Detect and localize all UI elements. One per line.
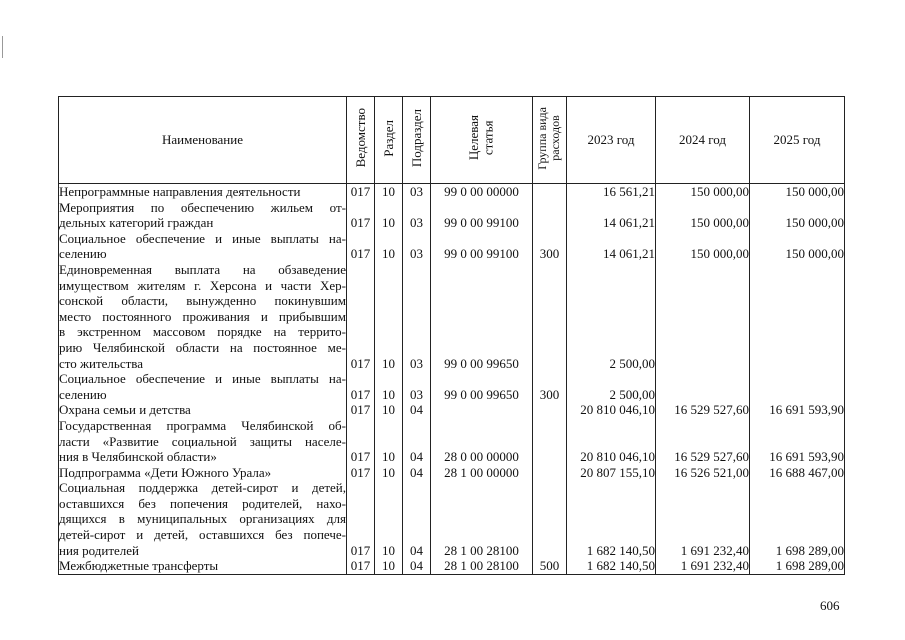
row-name-line: ласти «Развитие социальной защиты населе- xyxy=(59,433,346,449)
row-name-line: селению xyxy=(59,246,347,262)
row-name-line: Охрана семьи и детства xyxy=(59,402,347,418)
cell-y2024: 16 529 527,60 xyxy=(656,402,750,418)
cell-dept: 017 xyxy=(347,465,375,481)
cell-y2024: 16 529 527,60 xyxy=(656,418,750,465)
table-row xyxy=(59,231,845,247)
cell-y2023: 2 500,00 xyxy=(567,371,656,402)
cell-target: 28 1 00 28100 xyxy=(431,480,533,558)
cell-group xyxy=(533,200,567,231)
cell-sub: 03 xyxy=(403,184,431,200)
row-name-line: Социальное обеспечение и иные выплаты на- xyxy=(59,371,346,387)
cell-dept: 017 xyxy=(347,184,375,200)
cell-target: 99 0 00 99650 xyxy=(431,262,533,371)
table-row xyxy=(59,200,845,216)
row-name-line: место постоянного проживания и прибывшим xyxy=(59,308,346,324)
table-row xyxy=(59,402,845,418)
cell-group xyxy=(533,480,567,558)
cell-sub: 03 xyxy=(403,231,431,262)
table-body xyxy=(59,184,845,575)
cell-y2024 xyxy=(656,262,750,371)
cell-target xyxy=(431,402,533,418)
row-name-line: Подпрограмма «Дети Южного Урала» xyxy=(59,465,347,481)
header-subsection: Подраздел xyxy=(403,97,431,184)
table-row xyxy=(59,558,845,574)
cell-sub: 04 xyxy=(403,402,431,418)
cell-section: 10 xyxy=(375,480,403,558)
cell-section: 10 xyxy=(375,402,403,418)
cell-target: 28 1 00 28100 xyxy=(431,558,533,574)
cell-dept: 017 xyxy=(347,558,375,574)
cell-y2025 xyxy=(750,262,845,371)
cell-target: 28 0 00 00000 xyxy=(431,418,533,465)
cell-y2025: 16 688 467,00 xyxy=(750,465,845,481)
table-row xyxy=(59,262,845,278)
cell-y2023: 16 561,21 xyxy=(567,184,656,200)
budget-table xyxy=(58,96,845,575)
cell-section: 10 xyxy=(375,200,403,231)
row-name-line: селению xyxy=(59,387,347,403)
cell-target: 99 0 00 00000 xyxy=(431,184,533,200)
table-row xyxy=(59,184,845,200)
cell-y2024: 16 526 521,00 xyxy=(656,465,750,481)
cell-section: 10 xyxy=(375,558,403,574)
cell-y2025: 16 691 593,90 xyxy=(750,402,845,418)
cell-y2025: 150 000,00 xyxy=(750,231,845,262)
header-2024: 2024 год xyxy=(656,97,750,184)
cell-y2025: 1 698 289,00 xyxy=(750,480,845,558)
cell-y2023: 1 682 140,50 xyxy=(567,480,656,558)
cell-y2023: 20 807 155,10 xyxy=(567,465,656,481)
cell-section: 10 xyxy=(375,465,403,481)
cell-y2023: 14 061,21 xyxy=(567,200,656,231)
header-2025: 2025 год xyxy=(750,97,845,184)
cell-y2024: 150 000,00 xyxy=(656,184,750,200)
cell-y2025: 150 000,00 xyxy=(750,200,845,231)
cell-section: 10 xyxy=(375,184,403,200)
cell-target: 99 0 00 99650 xyxy=(431,371,533,402)
cell-y2024: 150 000,00 xyxy=(656,231,750,262)
cell-group xyxy=(533,262,567,371)
cell-dept: 017 xyxy=(347,371,375,402)
cell-dept: 017 xyxy=(347,262,375,371)
cell-sub: 03 xyxy=(403,262,431,371)
table-header-row xyxy=(59,97,845,184)
cell-group xyxy=(533,418,567,465)
cell-target: 99 0 00 99100 xyxy=(431,200,533,231)
cell-target: 99 0 00 99100 xyxy=(431,231,533,262)
cell-y2025 xyxy=(750,371,845,402)
cell-y2024: 1 691 232,40 xyxy=(656,480,750,558)
cell-sub: 04 xyxy=(403,418,431,465)
row-name-line: ния родителей xyxy=(59,543,347,559)
cell-y2025: 150 000,00 xyxy=(750,184,845,200)
table-row xyxy=(59,480,845,496)
cell-y2024: 150 000,00 xyxy=(656,200,750,231)
cell-section: 10 xyxy=(375,371,403,402)
table-row xyxy=(59,371,845,387)
header-group: Группа вида расходов xyxy=(533,97,567,184)
row-name-line: в экстренном массовом порядке на террито- xyxy=(59,324,346,340)
cell-section: 10 xyxy=(375,418,403,465)
cell-y2023: 20 810 046,10 xyxy=(567,402,656,418)
cell-group xyxy=(533,465,567,481)
table-row xyxy=(59,418,845,434)
cell-y2023: 1 682 140,50 xyxy=(567,558,656,574)
row-name-line: оставшихся без попечения родителей, нахо- xyxy=(59,495,346,511)
row-name-line: Социальная поддержка детей-сирот и детей, xyxy=(59,480,346,496)
cell-y2024 xyxy=(656,371,750,402)
row-name-line: имуществом жителям г. Херсона и части Хер- xyxy=(59,277,346,293)
cell-dept: 017 xyxy=(347,418,375,465)
cell-y2023: 2 500,00 xyxy=(567,262,656,371)
cell-target: 28 1 00 00000 xyxy=(431,465,533,481)
cell-group xyxy=(533,184,567,200)
cell-dept: 017 xyxy=(347,402,375,418)
row-name-line: сонской области, вынужденно покинувшим xyxy=(59,293,346,309)
header-name: Наименование xyxy=(59,97,347,184)
row-name-line: дящихся в муниципальных организациях для xyxy=(59,511,346,527)
cell-group: 300 xyxy=(533,371,567,402)
cell-y2023: 20 810 046,10 xyxy=(567,418,656,465)
cell-sub: 03 xyxy=(403,371,431,402)
cell-y2024: 1 691 232,40 xyxy=(656,558,750,574)
header-2023: 2023 год xyxy=(567,97,656,184)
cell-dept: 017 xyxy=(347,480,375,558)
cell-section: 10 xyxy=(375,262,403,371)
cell-group: 300 xyxy=(533,231,567,262)
row-name-line: Государственная программа Челябинской об- xyxy=(59,417,346,433)
row-name-line: сто жительства xyxy=(59,356,347,372)
row-name-line: Мероприятия по обеспечению жильем от- xyxy=(59,199,346,215)
row-name-line: детей-сирот и детей, оставшихся без попече- xyxy=(59,527,346,543)
page-number: 606 xyxy=(820,598,840,613)
row-name-line: дельных категорий граждан xyxy=(59,215,347,231)
row-name-line: рию Челябинской области на постоянное ме- xyxy=(59,339,346,355)
cell-group: 500 xyxy=(533,558,567,574)
row-name-line: Непрограммные направления деятельности xyxy=(59,184,347,200)
cell-y2025: 1 698 289,00 xyxy=(750,558,845,574)
cell-sub: 04 xyxy=(403,558,431,574)
row-name-line: ния в Челябинской области» xyxy=(59,449,347,465)
cell-y2025: 16 691 593,90 xyxy=(750,418,845,465)
table-row xyxy=(59,465,845,481)
row-name-line: Единовременная выплата на обзаведение xyxy=(59,261,346,277)
row-name-line: Межбюджетные трансферты xyxy=(59,558,347,574)
cell-section: 10 xyxy=(375,231,403,262)
cell-sub: 03 xyxy=(403,200,431,231)
header-section: Раздел xyxy=(375,97,403,184)
header-dept: Ведомство xyxy=(347,97,375,184)
cell-y2023: 14 061,21 xyxy=(567,231,656,262)
cell-sub: 04 xyxy=(403,480,431,558)
cell-dept: 017 xyxy=(347,231,375,262)
cell-group xyxy=(533,402,567,418)
cell-sub: 04 xyxy=(403,465,431,481)
row-name-line: Социальное обеспечение и иные выплаты на- xyxy=(59,230,346,246)
header-target: Целевая статья xyxy=(431,97,533,184)
scan-edge-mark xyxy=(2,36,3,58)
cell-dept: 017 xyxy=(347,200,375,231)
